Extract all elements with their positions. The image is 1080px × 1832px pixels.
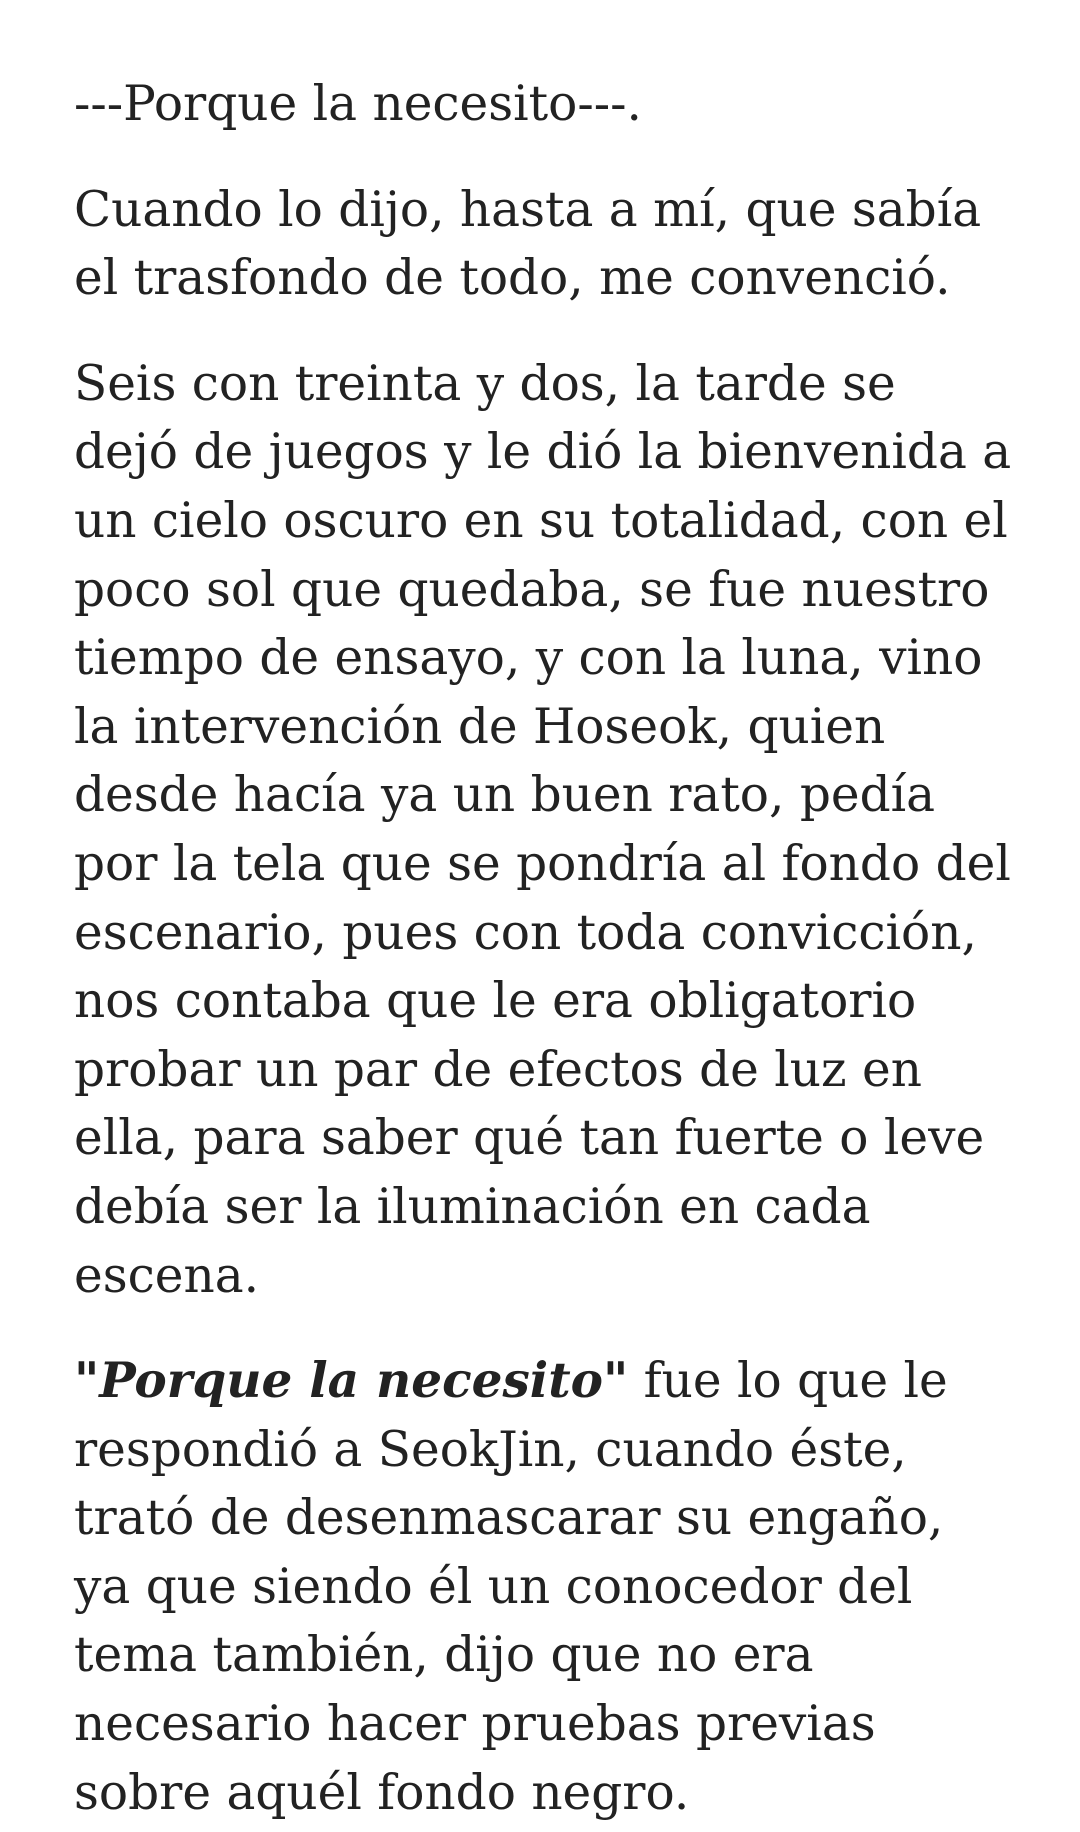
emphasized-quote: "Porque la necesito" bbox=[74, 1352, 629, 1410]
paragraph-4-text: fue lo que le respondió a SeokJin, cuando éste, trató de desenmascarar su engaño, ya que siendo él un conocedor del tema también, dijo que no era necesario hacer pruebas previas sobre aquél fondo negro. bbox=[74, 1353, 948, 1821]
paragraph-2: Cuando lo dijo, hasta a mí, que sabía el trasfondo de todo, me convenció. bbox=[74, 181, 982, 307]
chapter-text bbox=[74, 70, 1014, 1827]
paragraph-3: Seis con treinta y dos, la tarde se dejó de juegos y le dió la bienvenida a un cielo oscuro en su totalidad, con el poco sol que quedaba, se fue nuestro tiempo de ensayo, y con la luna, vino la intervención de Hoseok, quien desde hacía ya un buen rato, pedía por la tela que se pondría al fondo del escenario, pues con toda convicción, nos contaba que le era obligatorio probar un par de efectos de luz en ella, para saber qué tan fuerte o leve debía ser la iluminación en cada escena. bbox=[74, 355, 1012, 1304]
paragraph-1: ---Porque la necesito---. bbox=[74, 76, 642, 132]
paragraph-4 bbox=[74, 1347, 1014, 1827]
